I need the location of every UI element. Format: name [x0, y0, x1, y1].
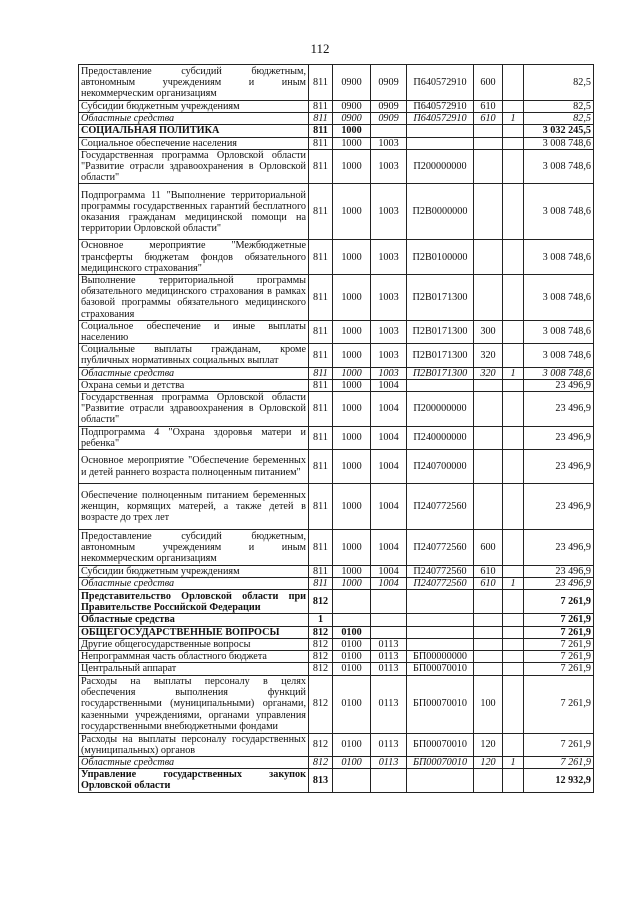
table-row — [79, 578, 594, 590]
cell-sum: 7 261,9 — [524, 651, 594, 663]
cell-name: Расходы на выплаты персоналу государственных (муниципальных) органов — [79, 733, 309, 756]
cell-pr: 1003 — [371, 184, 407, 240]
cell-csr: П240700000 — [407, 450, 474, 484]
cell-ved: 811 — [309, 379, 333, 391]
cell-vr — [474, 137, 503, 149]
cell-sum: 3 008 748,6 — [524, 320, 594, 343]
cell-pr: 1003 — [371, 149, 407, 184]
cell-sum: 23 496,9 — [524, 578, 594, 590]
cell-vr — [474, 638, 503, 650]
cell-vr — [474, 614, 503, 626]
cell-vr: 610 — [474, 566, 503, 578]
cell-pr: 1004 — [371, 379, 407, 391]
cell-rz: 0100 — [333, 651, 371, 663]
table-row — [79, 484, 594, 530]
table-row — [79, 65, 594, 101]
cell-rz: 1000 — [333, 320, 371, 343]
cell-rz: 0100 — [333, 626, 371, 638]
table-row — [79, 125, 594, 137]
cell-pr — [371, 614, 407, 626]
cell-csr: П2В0171300 — [407, 367, 474, 379]
cell-csr — [407, 769, 474, 792]
cell-src — [503, 651, 524, 663]
cell-pr: 0113 — [371, 733, 407, 756]
cell-vr — [474, 590, 503, 614]
cell-name: Расходы на выплаты персоналу в целях обеспечения выполнения функций государственными (муниципальными) органами, казенными учреждениями, органами управления государственными внебюджетными фондами — [79, 675, 309, 733]
cell-pr: 0113 — [371, 663, 407, 675]
cell-pr: 0909 — [371, 101, 407, 113]
cell-vr: 610 — [474, 578, 503, 590]
cell-sum: 23 496,9 — [524, 484, 594, 530]
cell-ved: 812 — [309, 638, 333, 650]
cell-vr — [474, 392, 503, 427]
cell-ved: 812 — [309, 733, 333, 756]
cell-vr: 120 — [474, 756, 503, 768]
cell-sum: 3 008 748,6 — [524, 184, 594, 240]
cell-sum: 7 261,9 — [524, 626, 594, 638]
cell-vr: 320 — [474, 344, 503, 367]
cell-src — [503, 769, 524, 792]
cell-src — [503, 149, 524, 184]
cell-rz: 1000 — [333, 275, 371, 321]
cell-csr: П640572910 — [407, 101, 474, 113]
cell-ved: 1 — [309, 614, 333, 626]
cell-pr: 1003 — [371, 367, 407, 379]
cell-src — [503, 566, 524, 578]
cell-rz — [333, 590, 371, 614]
cell-pr: 1003 — [371, 137, 407, 149]
cell-sum: 3 008 748,6 — [524, 367, 594, 379]
cell-csr: П240772560 — [407, 530, 474, 566]
cell-sum: 3 008 748,6 — [524, 137, 594, 149]
table-row — [79, 663, 594, 675]
cell-rz: 1000 — [333, 450, 371, 484]
cell-pr: 0113 — [371, 651, 407, 663]
cell-src — [503, 626, 524, 638]
cell-rz: 0100 — [333, 756, 371, 768]
cell-vr — [474, 651, 503, 663]
cell-csr: БП00070010 — [407, 663, 474, 675]
cell-pr: 1004 — [371, 426, 407, 449]
cell-pr: 0113 — [371, 675, 407, 733]
cell-csr — [407, 590, 474, 614]
cell-csr: БП00070010 — [407, 675, 474, 733]
cell-src — [503, 125, 524, 137]
cell-pr — [371, 769, 407, 792]
cell-src: 1 — [503, 578, 524, 590]
cell-src — [503, 484, 524, 530]
cell-rz — [333, 614, 371, 626]
table-row — [79, 137, 594, 149]
cell-src — [503, 101, 524, 113]
cell-rz: 0900 — [333, 65, 371, 101]
cell-rz: 0100 — [333, 638, 371, 650]
table-row — [79, 566, 594, 578]
cell-name: Другие общегосударственные вопросы — [79, 638, 309, 650]
cell-pr — [371, 590, 407, 614]
table-row — [79, 614, 594, 626]
cell-rz: 1000 — [333, 149, 371, 184]
cell-ved: 811 — [309, 484, 333, 530]
cell-src: 1 — [503, 113, 524, 125]
cell-src — [503, 379, 524, 391]
cell-src — [503, 137, 524, 149]
cell-csr: П240772560 — [407, 484, 474, 530]
cell-sum: 12 932,9 — [524, 769, 594, 792]
table-row — [79, 651, 594, 663]
cell-name: Выполнение территориальной программы обязательного медицинского страхования в рамках базовой программы обязательного медицинского страхования — [79, 275, 309, 321]
cell-ved: 811 — [309, 137, 333, 149]
cell-name: Управление государственных закупок Орловской области — [79, 769, 309, 792]
cell-rz: 0100 — [333, 663, 371, 675]
table-row — [79, 113, 594, 125]
cell-pr: 1004 — [371, 450, 407, 484]
cell-vr: 300 — [474, 320, 503, 343]
table-row — [79, 367, 594, 379]
cell-pr: 1004 — [371, 578, 407, 590]
cell-name: Предоставление субсидий бюджетным, автономным учреждениям и иным некоммерческим организациям — [79, 530, 309, 566]
cell-rz: 1000 — [333, 240, 371, 275]
cell-src: 1 — [503, 756, 524, 768]
cell-ved: 811 — [309, 578, 333, 590]
cell-name: Непрограммная часть областного бюджета — [79, 651, 309, 663]
cell-ved: 811 — [309, 530, 333, 566]
cell-csr — [407, 638, 474, 650]
cell-csr: П200000000 — [407, 149, 474, 184]
cell-name: Государственная программа Орловской области "Развитие отрасли здравоохранения в Орловской области" — [79, 392, 309, 427]
cell-name: Социальное обеспечение населения — [79, 137, 309, 149]
cell-sum: 7 261,9 — [524, 663, 594, 675]
cell-src — [503, 638, 524, 650]
cell-csr: БП00000000 — [407, 651, 474, 663]
cell-rz: 1000 — [333, 344, 371, 367]
cell-pr: 1003 — [371, 320, 407, 343]
cell-csr: П640572910 — [407, 113, 474, 125]
cell-ved: 811 — [309, 275, 333, 321]
table-row — [79, 101, 594, 113]
cell-ved: 811 — [309, 392, 333, 427]
cell-name: Областные средства — [79, 578, 309, 590]
cell-sum: 23 496,9 — [524, 379, 594, 391]
cell-name: СОЦИАЛЬНАЯ ПОЛИТИКА — [79, 125, 309, 137]
cell-src — [503, 590, 524, 614]
cell-rz: 1000 — [333, 125, 371, 137]
cell-ved: 811 — [309, 320, 333, 343]
cell-rz: 1000 — [333, 367, 371, 379]
cell-sum: 82,5 — [524, 113, 594, 125]
table-row — [79, 184, 594, 240]
cell-rz: 1000 — [333, 379, 371, 391]
cell-vr: 320 — [474, 367, 503, 379]
cell-ved: 811 — [309, 65, 333, 101]
cell-name: Предоставление субсидий бюджетным, автономным учреждениям и иным некоммерческим организациям — [79, 65, 309, 101]
cell-sum: 23 496,9 — [524, 392, 594, 427]
cell-vr: 610 — [474, 101, 503, 113]
cell-vr — [474, 769, 503, 792]
cell-vr — [474, 663, 503, 675]
cell-src — [503, 675, 524, 733]
table-row — [79, 733, 594, 756]
cell-sum: 23 496,9 — [524, 426, 594, 449]
table-row — [79, 240, 594, 275]
table-row — [79, 379, 594, 391]
cell-ved: 812 — [309, 756, 333, 768]
cell-sum: 7 261,9 — [524, 590, 594, 614]
cell-rz: 0900 — [333, 113, 371, 125]
cell-sum: 23 496,9 — [524, 530, 594, 566]
cell-src — [503, 530, 524, 566]
cell-vr: 610 — [474, 113, 503, 125]
cell-vr: 600 — [474, 530, 503, 566]
cell-csr: П2В0000000 — [407, 184, 474, 240]
cell-pr: 0113 — [371, 638, 407, 650]
cell-csr: П240000000 — [407, 426, 474, 449]
cell-sum: 82,5 — [524, 101, 594, 113]
cell-sum: 3 008 748,6 — [524, 344, 594, 367]
cell-src — [503, 344, 524, 367]
cell-pr: 1004 — [371, 566, 407, 578]
cell-name: Государственная программа Орловской области "Развитие отрасли здравоохранения в Орловской области" — [79, 149, 309, 184]
cell-ved: 811 — [309, 426, 333, 449]
cell-name: Социальное обеспечение и иные выплаты населению — [79, 320, 309, 343]
cell-name: Субсидии бюджетным учреждениям — [79, 101, 309, 113]
cell-vr: 100 — [474, 675, 503, 733]
cell-name: Субсидии бюджетным учреждениям — [79, 566, 309, 578]
cell-name: Областные средства — [79, 756, 309, 768]
table-row — [79, 320, 594, 343]
cell-csr: П2В0171300 — [407, 275, 474, 321]
cell-rz: 1000 — [333, 137, 371, 149]
table-row — [79, 675, 594, 733]
cell-pr: 0113 — [371, 756, 407, 768]
cell-pr: 1004 — [371, 484, 407, 530]
table-row — [79, 638, 594, 650]
cell-ved: 811 — [309, 566, 333, 578]
page-number: 112 — [310, 41, 330, 56]
cell-ved: 811 — [309, 450, 333, 484]
cell-name: Подпрограмма 4 "Охрана здоровья матери и ребенка" — [79, 426, 309, 449]
cell-rz: 1000 — [333, 484, 371, 530]
cell-vr — [474, 125, 503, 137]
cell-pr: 1003 — [371, 344, 407, 367]
cell-ved: 813 — [309, 769, 333, 792]
table-row — [79, 626, 594, 638]
cell-rz: 0100 — [333, 733, 371, 756]
cell-src — [503, 426, 524, 449]
cell-src — [503, 392, 524, 427]
cell-ved: 812 — [309, 590, 333, 614]
cell-csr: П640572910 — [407, 65, 474, 101]
cell-name: Обеспечение полноценным питанием беременных женщин, кормящих матерей, а также детей в возрасте до трех лет — [79, 484, 309, 530]
cell-pr — [371, 626, 407, 638]
cell-ved: 811 — [309, 367, 333, 379]
cell-vr — [474, 626, 503, 638]
cell-ved: 811 — [309, 184, 333, 240]
cell-rz: 1000 — [333, 566, 371, 578]
cell-src — [503, 275, 524, 321]
cell-vr — [474, 484, 503, 530]
cell-rz: 1000 — [333, 578, 371, 590]
cell-sum: 7 261,9 — [524, 614, 594, 626]
cell-ved: 811 — [309, 344, 333, 367]
cell-pr — [371, 125, 407, 137]
cell-name: Подпрограмма 11 "Выполнение территориальной программы государственных гарантий бесплатного оказания гражданам медицинской помощи на территории Орловской области" — [79, 184, 309, 240]
cell-sum: 3 008 748,6 — [524, 240, 594, 275]
cell-sum: 23 496,9 — [524, 566, 594, 578]
cell-pr: 1004 — [371, 530, 407, 566]
cell-ved: 811 — [309, 101, 333, 113]
table-row — [79, 769, 594, 792]
cell-vr: 120 — [474, 733, 503, 756]
cell-rz: 1000 — [333, 530, 371, 566]
cell-src — [503, 184, 524, 240]
cell-rz: 0100 — [333, 675, 371, 733]
cell-pr: 0909 — [371, 65, 407, 101]
cell-rz: 1000 — [333, 426, 371, 449]
cell-name: Основное мероприятие "Межбюджетные трансферты бюджетам фондов обязательного медицинского страхования" — [79, 240, 309, 275]
table-row — [79, 426, 594, 449]
cell-sum: 7 261,9 — [524, 675, 594, 733]
cell-name: Социальные выплаты гражданам, кроме публичных нормативных социальных выплат — [79, 344, 309, 367]
cell-src — [503, 65, 524, 101]
cell-csr: П2В0171300 — [407, 320, 474, 343]
cell-src — [503, 614, 524, 626]
cell-rz: 1000 — [333, 392, 371, 427]
cell-name: Центральный аппарат — [79, 663, 309, 675]
cell-src — [503, 450, 524, 484]
table-row — [79, 756, 594, 768]
cell-sum: 7 261,9 — [524, 733, 594, 756]
cell-name: Охрана семьи и детства — [79, 379, 309, 391]
cell-vr — [474, 240, 503, 275]
cell-csr: П200000000 — [407, 392, 474, 427]
cell-name: Областные средства — [79, 367, 309, 379]
cell-sum: 3 008 748,6 — [524, 275, 594, 321]
cell-csr — [407, 125, 474, 137]
table-row — [79, 149, 594, 184]
cell-vr — [474, 275, 503, 321]
cell-ved: 811 — [309, 240, 333, 275]
cell-sum: 3 032 245,5 — [524, 125, 594, 137]
budget-table — [78, 64, 594, 793]
cell-pr: 0909 — [371, 113, 407, 125]
cell-csr — [407, 137, 474, 149]
cell-pr: 1004 — [371, 392, 407, 427]
cell-csr — [407, 626, 474, 638]
cell-vr: 600 — [474, 65, 503, 101]
cell-vr — [474, 149, 503, 184]
cell-csr: П2В0100000 — [407, 240, 474, 275]
cell-sum: 7 261,9 — [524, 756, 594, 768]
cell-ved: 812 — [309, 675, 333, 733]
cell-csr — [407, 379, 474, 391]
table-row — [79, 590, 594, 614]
cell-csr: П2В0171300 — [407, 344, 474, 367]
cell-sum: 7 261,9 — [524, 638, 594, 650]
cell-csr: П240772560 — [407, 566, 474, 578]
cell-ved: 811 — [309, 125, 333, 137]
cell-csr: П240772560 — [407, 578, 474, 590]
cell-rz: 1000 — [333, 184, 371, 240]
cell-src — [503, 733, 524, 756]
cell-src — [503, 663, 524, 675]
cell-name: Представительство Орловской области при Правительстве Российской Федерации — [79, 590, 309, 614]
cell-name: Областные средства — [79, 113, 309, 125]
cell-ved: 811 — [309, 149, 333, 184]
cell-name: Основное мероприятие "Обеспечение беременных и детей раннего возраста полноценным питанием" — [79, 450, 309, 484]
cell-src — [503, 320, 524, 343]
cell-rz — [333, 769, 371, 792]
cell-ved: 812 — [309, 663, 333, 675]
cell-pr: 1003 — [371, 275, 407, 321]
table-row — [79, 530, 594, 566]
cell-vr — [474, 184, 503, 240]
table-row — [79, 450, 594, 484]
table-row — [79, 392, 594, 427]
cell-sum: 82,5 — [524, 65, 594, 101]
cell-csr: БП00070010 — [407, 733, 474, 756]
table-row — [79, 344, 594, 367]
cell-ved: 811 — [309, 113, 333, 125]
cell-name: ОБЩЕГОСУДАРСТВЕННЫЕ ВОПРОСЫ — [79, 626, 309, 638]
cell-pr: 1003 — [371, 240, 407, 275]
cell-vr — [474, 450, 503, 484]
cell-sum: 3 008 748,6 — [524, 149, 594, 184]
cell-ved: 812 — [309, 651, 333, 663]
cell-sum: 23 496,9 — [524, 450, 594, 484]
table-row — [79, 275, 594, 321]
cell-vr — [474, 426, 503, 449]
cell-csr: БП00070010 — [407, 756, 474, 768]
cell-ved: 812 — [309, 626, 333, 638]
cell-vr — [474, 379, 503, 391]
cell-src: 1 — [503, 367, 524, 379]
cell-rz: 0900 — [333, 101, 371, 113]
cell-csr — [407, 614, 474, 626]
cell-src — [503, 240, 524, 275]
cell-name: Областные средства — [79, 614, 309, 626]
